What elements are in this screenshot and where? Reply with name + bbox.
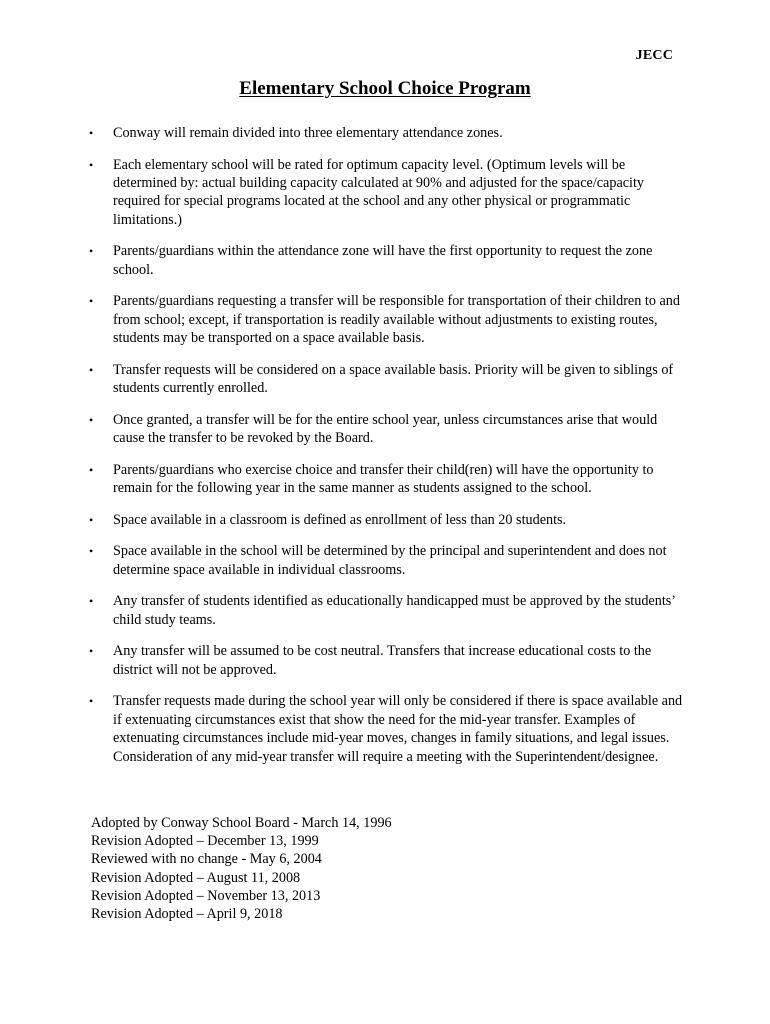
list-item-text: Space available in the school will be determined by the principal and superintendent and does not determine space available in individual classrooms. [113,543,667,578]
page-title: Elementary School Choice Program [239,78,531,99]
list-item-text: Any transfer of students identified as educationally handicapped must be approved by the students’ child study teams. [113,593,675,628]
list-item [85,461,685,498]
list-item [85,692,685,766]
list-item [85,642,685,679]
list-item [85,411,685,448]
list-item [85,511,685,529]
bullet-icon: • [89,512,94,527]
bullet-icon: • [89,362,94,377]
bullet-icon: • [89,694,94,709]
list-item [85,242,685,279]
bullet-icon: • [89,644,94,659]
list-item-text: Each elementary school will be rated for optimum capacity level. (Optimum levels will be determined by: actual building capacity calculated at 90% and adjusted for the space/capacity required for special programs located at the school and any other physical or programmatic limitations.) [113,156,645,228]
adoption-history [91,814,392,923]
bullet-icon: • [89,294,94,309]
history-line: Revision Adopted – December 13, 1999 [91,833,319,850]
list-item [85,592,685,629]
history-line: Reviewed with no change - May 6, 2004 [91,851,322,868]
list-item-text: Parents/guardians requesting a transfer will be responsible for transportation of their children to and from school; except, if transportation is readily available without adjustments to existing routes, students may be transported on a space available basis. [113,293,680,347]
policy-code: JECC [635,48,673,63]
bullet-icon: • [89,544,94,559]
list-item [85,361,685,398]
list-item-text: Parents/guardians who exercise choice and transfer their child(ren) will have the opportunity to remain for the following year in the same manner as students assigned to the school. [113,461,654,497]
bullet-icon: • [89,157,94,172]
list-item-text: Once granted, a transfer will be for the entire school year, unless circumstances arise that would cause the transfer to be revoked by the Board. [113,411,658,447]
list-item-text: Parents/guardians within the attendance zone will have the first opportunity to request the zone school. [113,243,653,278]
list-item [85,542,685,579]
bullet-icon: • [89,594,94,609]
list-item-text: Transfer requests made during the school year will only be considered if there is space available and if extenuating circumstances exist that show the need for the mid-year transfer. Examples of extenuating circumstances include mid-year moves, changes in family situations, and legal issues. Consideration of any mid-year transfer will require a meeting with the Superintendent/designee. [113,693,683,765]
list-item-text: Conway will remain divided into three elementary attendance zones. [113,125,503,141]
list-item-text: Any transfer will be assumed to be cost neutral. Transfers that increase educational costs to the district will not be approved. [113,643,652,678]
list-item [85,156,685,230]
bullet-icon: • [89,244,94,259]
history-line: Revision Adopted – April 9, 2018 [91,906,283,923]
bullet-icon: • [89,462,94,477]
list-item [85,124,685,142]
history-line: Revision Adopted – August 11, 2008 [91,869,301,886]
list-item-text: Space available in a classroom is defined as enrollment of less than 20 students. [113,511,567,528]
list-item-text: Transfer requests will be considered on a space available basis. Priority will be given to siblings of students currently enrolled. [113,361,674,397]
bullet-icon: • [89,126,94,140]
bullet-icon: • [89,412,94,427]
history-line: Adopted by Conway School Board - March 14, 1996 [91,815,392,831]
list-item [85,292,685,347]
history-line: Revision Adopted – November 13, 2013 [91,887,321,904]
policy-bullet-list [85,124,685,779]
